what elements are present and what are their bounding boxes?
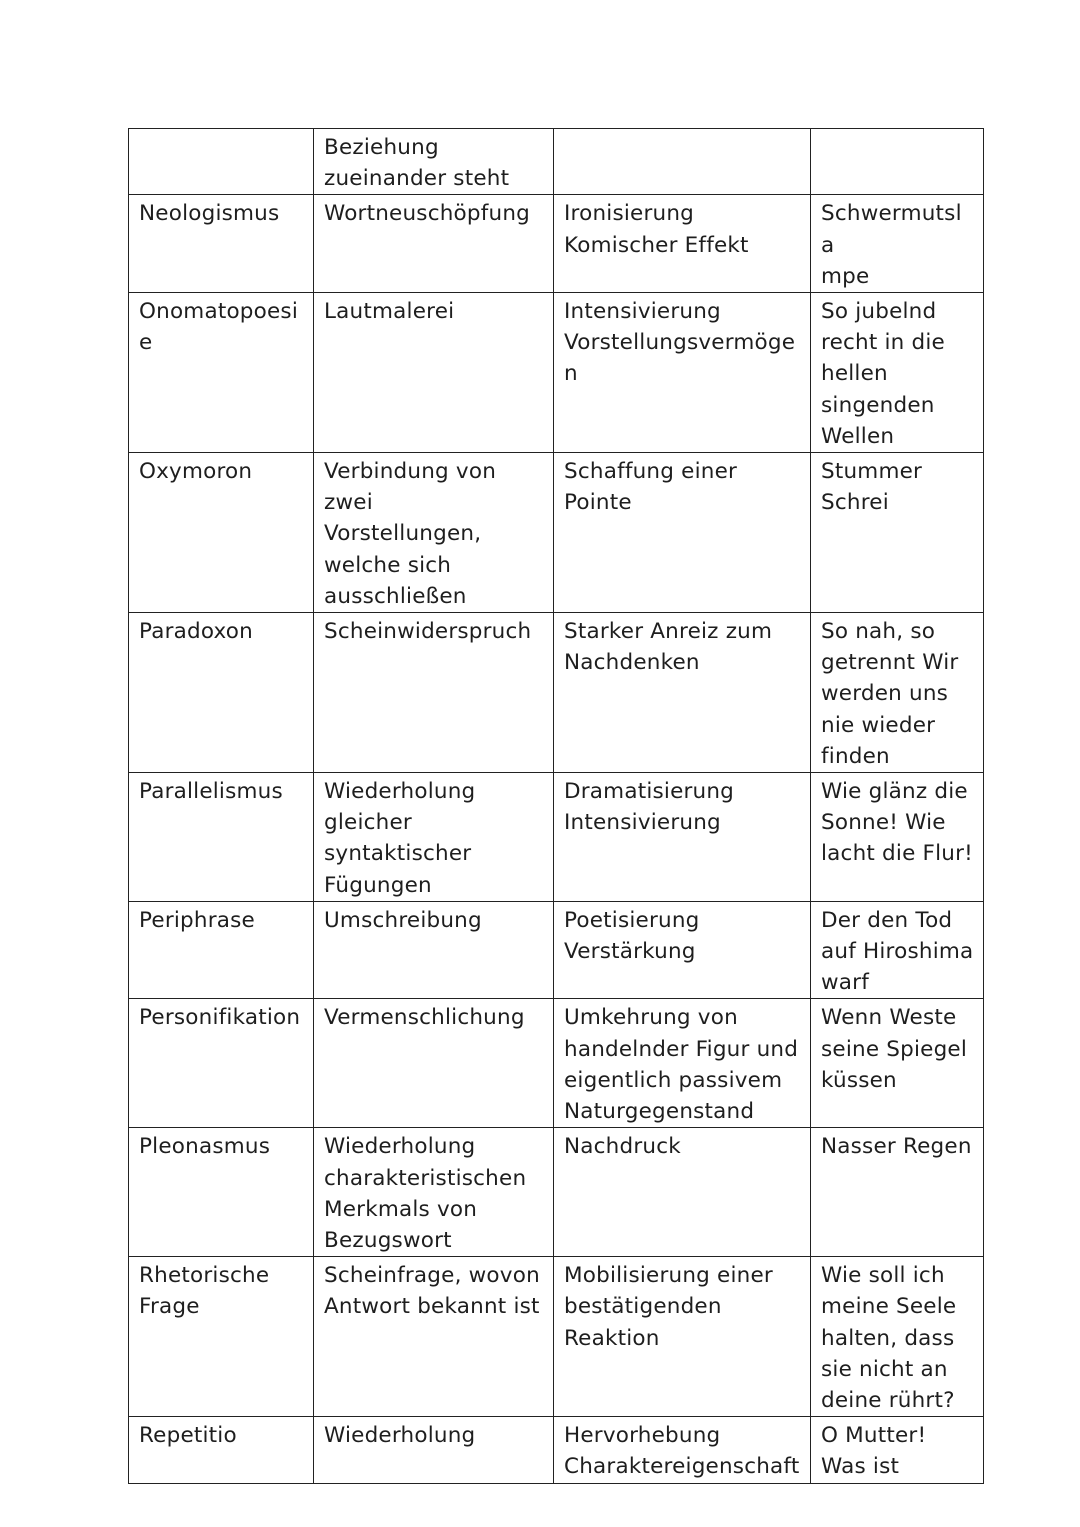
effect-cell: Intensivierung Vorstellungsvermögen: [554, 293, 811, 453]
effect-cell: [554, 129, 811, 195]
example-cell: Nasser Regen: [811, 1128, 984, 1257]
term-cell: Personifikation: [129, 999, 314, 1128]
effect-cell: Umkehrung von handelnder Figur und eigentlich passivem Naturgegenstand: [554, 999, 811, 1128]
term-cell: Periphrase: [129, 901, 314, 999]
effect-cell: Poetisierung Verstärkung: [554, 901, 811, 999]
example-cell: Wie soll ich meine Seele halten, dass sie nicht an deine rührt?: [811, 1257, 984, 1417]
example-cell: Wie glänz die Sonne! Wie lacht die Flur!: [811, 773, 984, 902]
effect-cell: Schaffung einer Pointe: [554, 453, 811, 613]
definition-cell: Beziehung zueinander steht: [314, 129, 554, 195]
effect-cell: Mobilisierung einer bestätigenden Reaktion: [554, 1257, 811, 1417]
example-cell: Der den Tod auf Hiroshima warf: [811, 901, 984, 999]
definition-cell: Verbindung von zwei Vorstellungen, welche sich ausschließen: [314, 453, 554, 613]
definition-cell: Scheinfrage, wovon Antwort bekannt ist: [314, 1257, 554, 1417]
example-cell: So jubelnd recht in die hellen singenden Wellen: [811, 293, 984, 453]
example-cell: [811, 129, 984, 195]
example-cell: So nah, so getrennt Wir werden uns nie wieder finden: [811, 613, 984, 773]
definition-cell: Vermenschlichung: [314, 999, 554, 1128]
table-row: [129, 1417, 984, 1483]
definition-cell: Wiederholung gleicher syntaktischer Fügungen: [314, 773, 554, 902]
definition-cell: Wiederholung: [314, 1417, 554, 1483]
definition-cell: Wiederholung charakteristischen Merkmals von Bezugswort: [314, 1128, 554, 1257]
effect-cell: Hervorhebung Charaktereigenschaft: [554, 1417, 811, 1483]
example-cell: Stummer Schrei: [811, 453, 984, 613]
table-row: [129, 293, 984, 453]
table-row: [129, 773, 984, 902]
table-row: [129, 129, 984, 195]
term-cell: Repetitio: [129, 1417, 314, 1483]
term-cell: [129, 129, 314, 195]
example-cell: Wenn Weste seine Spiegel küssen: [811, 999, 984, 1128]
table-row: [129, 1128, 984, 1257]
effect-cell: Starker Anreiz zum Nachdenken: [554, 613, 811, 773]
rhetorical-figures-table: [128, 128, 984, 1484]
table-row: [129, 1257, 984, 1417]
table-row: [129, 453, 984, 613]
definition-cell: Lautmalerei: [314, 293, 554, 453]
table-row: [129, 901, 984, 999]
effect-cell: Ironisierung Komischer Effekt: [554, 195, 811, 293]
table-row: [129, 195, 984, 293]
term-cell: Rhetorische Frage: [129, 1257, 314, 1417]
term-cell: Parallelismus: [129, 773, 314, 902]
term-cell: Paradoxon: [129, 613, 314, 773]
term-cell: Neologismus: [129, 195, 314, 293]
example-cell: Schwermutsla mpe: [811, 195, 984, 293]
example-cell: O Mutter! Was ist: [811, 1417, 984, 1483]
effect-cell: Dramatisierung Intensivierung: [554, 773, 811, 902]
table-row: [129, 999, 984, 1128]
definition-cell: Wortneuschöpfung: [314, 195, 554, 293]
term-cell: Pleonasmus: [129, 1128, 314, 1257]
term-cell: Oxymoron: [129, 453, 314, 613]
definition-cell: Umschreibung: [314, 901, 554, 999]
definition-cell: Scheinwiderspruch: [314, 613, 554, 773]
table-row: [129, 613, 984, 773]
term-cell: Onomatopoesie: [129, 293, 314, 453]
effect-cell: Nachdruck: [554, 1128, 811, 1257]
